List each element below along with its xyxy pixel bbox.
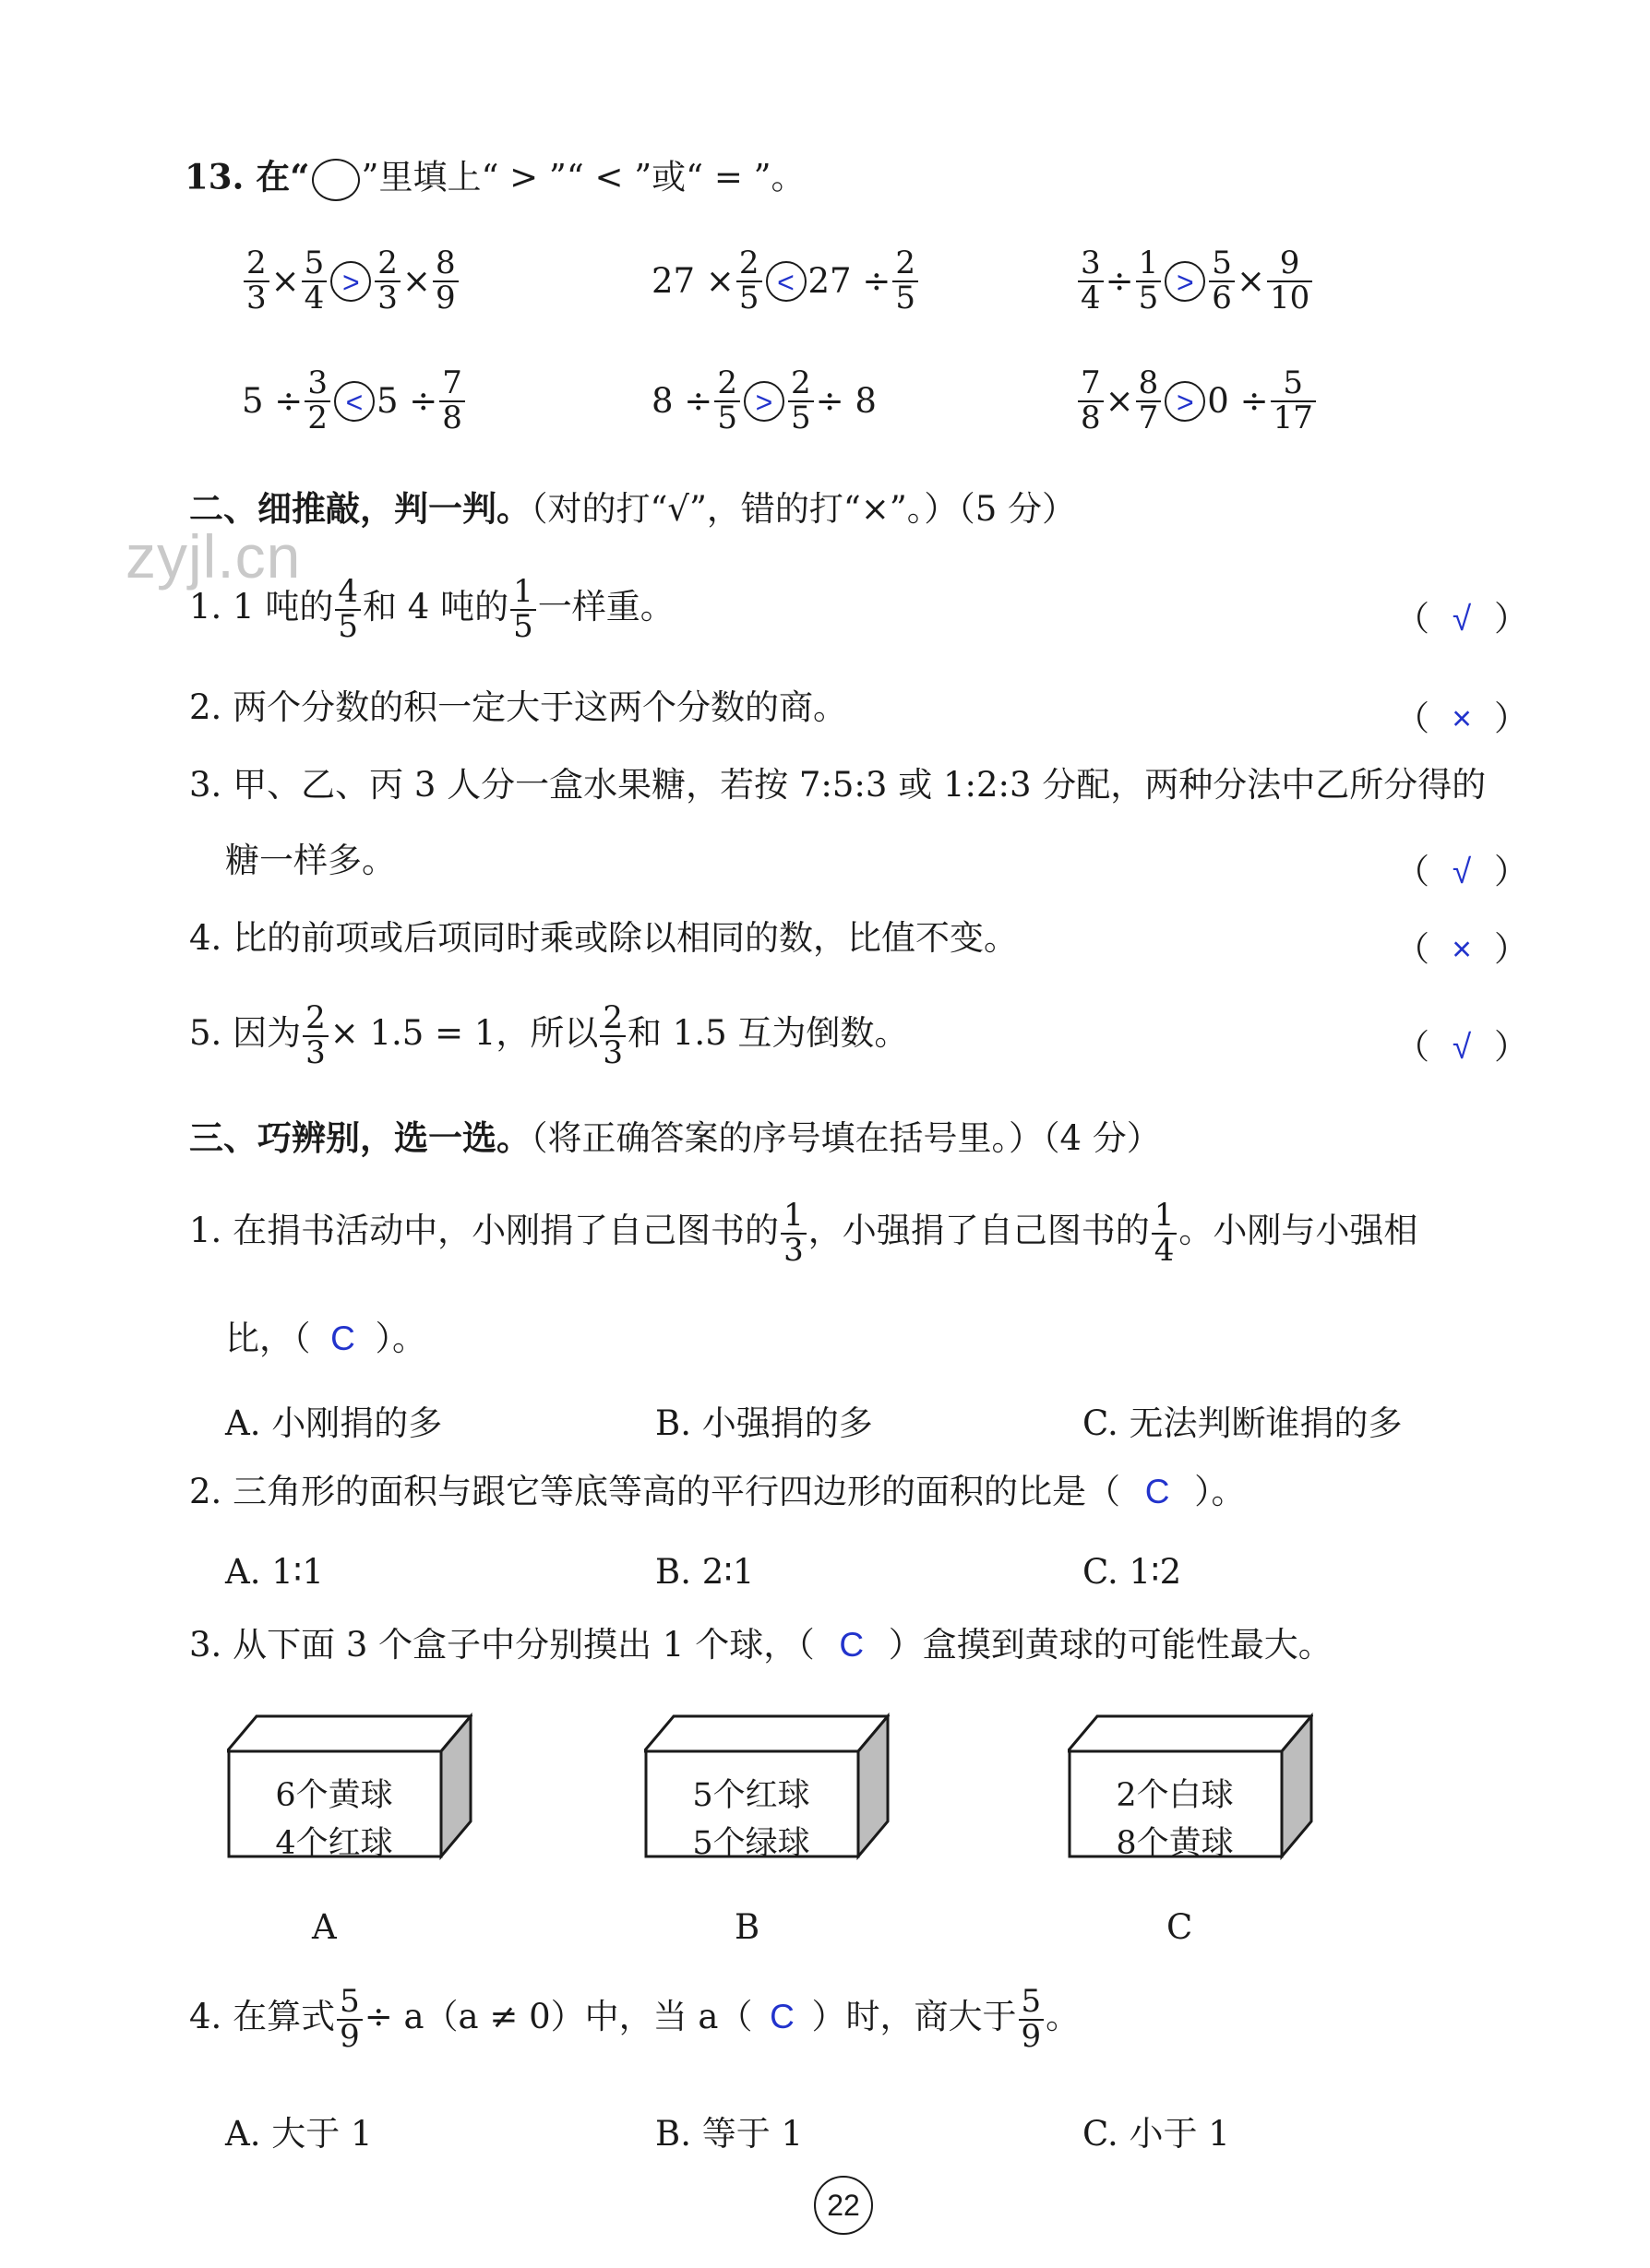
sec3-q3: 3. 从下面 3 个盒子中分别摸出 1 个球，（ C ）盒摸到黄球的可能性最大。 [189,1625,1333,1665]
sec3-q2-option-c: C. 1∶2 [1082,1552,1182,1592]
section-2-heading: 二、细推敲，判一判。（对的打“√”，错的打“×”。）（5 分） [189,488,1077,529]
sec3-q1-line2: 比，（ C ）。 [225,1319,426,1358]
sec3-q1: 1. 在捐书活动中，小刚捐了自己图书的 $\frac{1}{3}$ ，小强捐了自己图书的 $\frac{1}{4}$ 。小刚与小强相 [189,1197,1418,1269]
q13-title-pre: 13. 在“ [185,156,310,197]
sec2-q2: 2. 两个分数的积一定大于这两个分数的商。 [189,687,848,727]
sec2-q5-answer: √ [1452,1028,1472,1066]
sec2-q3-line1: 3. 甲、乙、丙 3 人分一盒水果糖，若按 7:5:3 或 1:2:3 分配，两种分法中乙所分得的 [189,765,1487,805]
sec2-q1-answer: √ [1452,600,1472,638]
sec2-q2-answer: × [1452,699,1472,737]
box-c-label: C [1166,1907,1193,1947]
box-c [1068,1713,1313,1860]
sec3-q3-answer: C [839,1626,865,1664]
box-b-line1: 5个红球 [692,1777,810,1814]
sec3-q4-option-c: C. 小于 1 [1082,2114,1230,2154]
box-a-line2: 4个红球 [275,1825,393,1862]
sec3-q4: 4. 在算式 $\frac{5}{9}$ ÷ a（a ≠ 0）中，当 a（ C ）时，商大于 $\frac{5}{9}$ 。 [189,1983,1081,2055]
box-b-line2: 5个绿球 [692,1825,810,1862]
sec2-q1-paren: （ √ ） [1395,599,1528,639]
sec3-q2-option-a: A. 1∶1 [225,1552,324,1592]
sec2-q5-paren: （ √ ） [1395,1027,1528,1067]
box-a-line1: 6个黄球 [275,1777,393,1814]
sec3-q4-option-b: B. 等于 1 [655,2114,804,2154]
blank-circle-icon [312,159,360,201]
q13-answer-5: > [744,381,784,422]
sec3-q1-option-a: A. 小刚捐的多 [225,1403,443,1443]
q13-expr-3: $\frac{3}{4}$ ÷ $\frac{1}{5}$ > $\frac{5}{6}$ × $\frac{9}{10}$ [1076,247,1314,315]
box-a [227,1713,472,1860]
sec2-q4-answer: × [1452,930,1472,968]
sec3-q4-answer: C [770,1998,795,2036]
sec2-q4-paren: （ × ） [1395,929,1528,969]
sec2-q5: 5. 因为 $\frac{2}{3}$ × 1.5 = 1，所以 $\frac{2}{3}$ 和 1.5 互为倒数。 [189,999,909,1071]
q13-expr-6: $\frac{7}{8}$ × $\frac{8}{7}$ > 0 ÷ $\frac{5}{17}$ [1076,367,1318,435]
q13-expr-2: 27 × $\frac{2}{5}$ < 27 ÷ $\frac{2}{5}$ [652,247,920,315]
box-b [644,1713,890,1860]
sec2-q1: 1. 1 吨的 $\frac{4}{5}$ 和 4 吨的 $\frac{1}{5}$ 一样重。 [189,573,675,645]
box-c-line2: 8个黄球 [1116,1825,1234,1862]
section-3-heading: 三、巧辨别，选一选。（将正确答案的序号填在括号里。）（4 分） [189,1117,1161,1158]
box-a-label: A [312,1907,337,1947]
sec2-q3-line2: 糖一样多。 [225,841,396,880]
q13-answer-3: > [1165,261,1205,302]
sec2-q2-paren: （ × ） [1395,698,1528,738]
sec2-q4: 4. 比的前项或后项同时乘或除以相同的数，比值不变。 [189,918,1019,958]
q13-title [185,156,806,201]
q13-answer-4: < [334,381,375,422]
sec3-q1-option-c: C. 无法判断谁捐的多 [1082,1403,1403,1443]
sec3-q2: 2. 三角形的面积与跟它等底等高的平行四边形的面积的比是（ C ）。 [189,1472,1246,1511]
box-c-line1: 2个白球 [1116,1777,1234,1814]
q13-expr-4: 5 ÷ $\frac{3}{2}$ < 5 ÷ $\frac{7}{8}$ [242,367,467,435]
q13-answer-6: > [1165,381,1205,422]
q13-expr-5: 8 ÷ $\frac{2}{5}$ > $\frac{2}{5}$ ÷ 8 [652,364,877,436]
page-number: 22 [814,2176,873,2235]
q13-answer-1: > [330,261,371,302]
box-b-label: B [735,1907,760,1947]
sec3-q2-option-b: B. 2∶1 [655,1552,755,1592]
sec3-q4-option-a: A. 大于 1 [225,2114,373,2154]
q13-expr-1: $\frac{2}{3}$ × $\frac{5}{4}$ > $\frac{2}{3}$ × $\frac{8}{9}$ [242,247,460,315]
sec3-q1-option-b: B. 小强捐的多 [655,1403,873,1443]
sec3-q2-answer: C [1144,1473,1170,1510]
q13-title-post: ”里填上“ > ”“ < ”或“ = ”。 [361,157,806,197]
watermark: zyjl.cn [126,522,302,591]
sec2-q3-answer: √ [1452,853,1472,890]
q13-answer-2: < [766,261,807,302]
sec3-q1-answer: C [330,1319,355,1357]
sec2-q3-paren: （ √ ） [1395,852,1528,891]
